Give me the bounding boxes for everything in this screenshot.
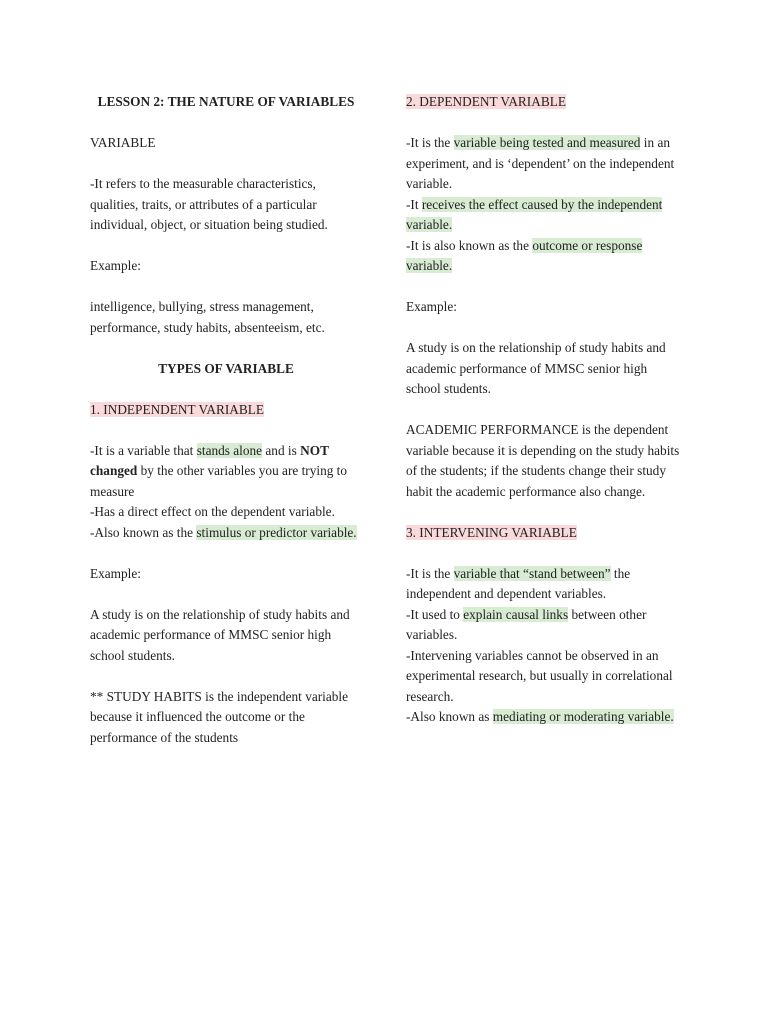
key-term-highlight: receives the effect caused by the independent variable. (406, 196, 663, 232)
key-term-highlight: outcome or response variable. (406, 237, 643, 273)
key-term-highlight: variable being tested and measured (453, 135, 641, 150)
key-term-highlight: stimulus or predictor variable. (196, 524, 357, 540)
iv-example-label: Example: (90, 565, 141, 581)
independent-variable-definition (90, 441, 362, 503)
key-term-highlight: mediating or moderating variable. (492, 709, 674, 724)
intervening-variable-heading (406, 523, 684, 544)
text-run: in an experiment, and is ‘dependent’ on the independent variable. (406, 135, 675, 191)
bold-term: NOT changed (90, 442, 329, 478)
dependent-variable-aka (406, 236, 684, 277)
text-run: the independent and dependent variables. (406, 565, 631, 601)
dv-example-text: A study is on the relationship of study habits and academic performance of MMSC senior high school students. (406, 340, 666, 396)
independent-variable-aka (90, 523, 362, 544)
iv-example-text: A study is on the relationship of study habits and academic performance of MMSC senior high school students. (90, 606, 350, 663)
dv-example-label: Example: (406, 299, 457, 314)
dependent-variable-heading (406, 92, 684, 113)
text-run: -Also known as the (90, 524, 197, 540)
independent-variable-heading-highlight: 1. INDEPENDENT VARIABLE (90, 401, 264, 417)
intervening-variable-heading-highlight: 3. INTERVENING VARIABLE (406, 524, 577, 540)
lesson-title: LESSON 2: THE NATURE OF VARIABLES (97, 94, 355, 109)
text-run: -It used to (406, 606, 464, 622)
key-term-highlight: explain causal links (463, 606, 569, 622)
text-run: between other variables. (406, 606, 647, 642)
types-heading: TYPES OF VARIABLE (158, 360, 294, 376)
dependent-variable-heading-highlight: 2. DEPENDENT VARIABLE (406, 94, 566, 109)
key-term-highlight: variable that “stand between” (453, 565, 611, 581)
text-run: -It is a variable that (90, 442, 197, 458)
intervening-variable-aka (406, 707, 684, 728)
intervening-variable-purpose (406, 605, 684, 646)
key-term-highlight: stands alone (196, 442, 263, 458)
text-run: -Also known as (406, 709, 493, 724)
text-run: -It (406, 196, 422, 212)
example-text: intelligence, bullying, stress management, performance, study habits, absenteeism, etc. (90, 299, 325, 335)
dv-example-note: ACADEMIC PERFORMANCE is the dependent variable because it is depending on the study habits of the students; if the students change their study habit the academic performance also change. (406, 422, 680, 499)
independent-variable-effect: -Has a direct effect on the dependent variable. (90, 504, 335, 519)
intervening-variable-definition (406, 564, 684, 605)
dependent-variable-effect (406, 195, 684, 236)
independent-variable-heading (90, 400, 362, 421)
variable-heading: VARIABLE (90, 135, 156, 150)
text-run: -It is the (406, 135, 454, 150)
dependent-variable-definition (406, 133, 684, 195)
text-run: -It is the (406, 565, 454, 581)
text-run: by the other variables you are trying to measure (90, 463, 348, 499)
text-run: and is (262, 442, 301, 458)
left-column (90, 92, 362, 748)
example-label: Example: (90, 258, 141, 273)
right-column (406, 92, 684, 728)
variable-definition: -It refers to the measurable characteristics, qualities, traits, or attributes of a particular individual, object, or situation being studied. (90, 176, 328, 232)
text-run: -It is also known as the (406, 237, 533, 253)
iv-example-note: ** STUDY HABITS is the independent variable because it influenced the outcome or the performance of the students (90, 688, 349, 745)
intervening-variable-observation: -Intervening variables cannot be observed in an experimental research, but usually in correlational research. (406, 647, 673, 704)
